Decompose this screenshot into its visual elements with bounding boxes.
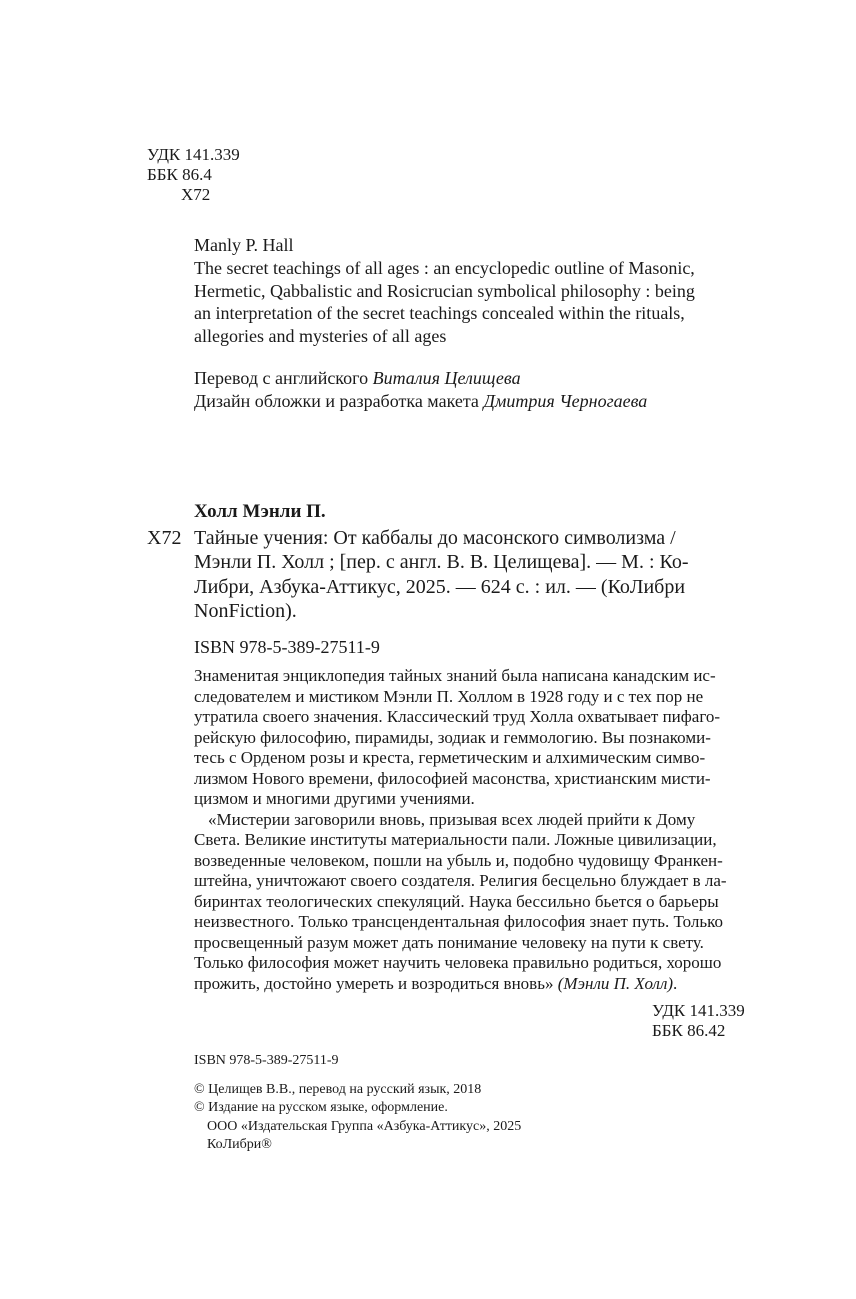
translation-credit <box>194 367 647 390</box>
original-title-line: an interpretation of the secret teachings concealed within the rituals, <box>194 303 685 324</box>
original-title-block <box>194 234 695 348</box>
catalog-author-heading: Холл Мэнли П. <box>194 501 326 522</box>
annotation-line: штейна, уничтожают своего создателя. Религия бесцельно блуждает в ла- <box>194 871 727 890</box>
annotation-line: рейскую философию, пирамиды, зодиак и геммологию. Вы познакоми- <box>194 727 711 747</box>
annotation-line: утратила своего значения. Классический труд Холла охватывает пифаго- <box>194 707 721 726</box>
translation-label: Перевод с английского <box>194 368 369 388</box>
classification-block <box>147 145 240 205</box>
catalog-description-line: NonFiction). <box>194 599 297 622</box>
original-title-line: Hermetic, Qabbalistic and Rosicrucian symbolical philosophy : being <box>194 280 695 301</box>
translator-name: Виталия Целищева <box>372 368 521 388</box>
annotation-line: неизвестного. Только трансцендентальная философия знает путь. Только <box>194 912 724 931</box>
annotation-block <box>194 666 727 994</box>
annotation-line: Знаменитая энциклопедия тайных знаний была написана канадским ис- <box>194 666 716 685</box>
quote-end: . <box>673 973 678 993</box>
catalog-author-mark: Х72 <box>147 527 182 549</box>
classification-bottom <box>652 1001 745 1041</box>
annotation-line: Только философия может научить человека правильно родиться, хорошо <box>194 953 722 972</box>
annotation-line: биринтах теологических спекуляций. Наука бессильно бьется о барьеры <box>194 891 719 911</box>
annotation-line: следователем и мистиком Мэнли П. Холлом в 1928 году и с тех пор не <box>194 686 704 706</box>
original-title-line: The secret teachings of all ages : an encyclopedic outline of Masonic, <box>194 257 695 278</box>
isbn-bottom: ISBN 978-5-389-27511-9 <box>194 1053 339 1068</box>
catalog-description <box>194 526 689 623</box>
annotation-line: тесь с Орденом розы и креста, герметическим и алхимическим симво- <box>194 748 706 767</box>
annotation-line: лизмом Нового времени, философией масонства, христианским мисти- <box>194 768 711 788</box>
catalog-description-line: Мэнли П. Холл ; [пер. с англ. В. В. Целищева]. — М. : Ко- <box>194 551 689 574</box>
annotation-line: цизмом и многими другими учениями. <box>194 789 475 808</box>
catalog-description-line: Тайные учения: От каббалы до масонского символизма / <box>194 527 676 549</box>
copyright-block <box>194 1081 521 1154</box>
annotation-line: Света. Великие институты материальности пали. Ложные цивилизации, <box>194 830 717 849</box>
quote-attribution: (Мэнли П. Холл) <box>557 973 674 993</box>
catalog-description-line: Либри, Азбука-Аттикус, 2025. — 624 с. : ил. — (КоЛибри <box>194 575 686 598</box>
copyright-line: ООО «Издательская Группа «Азбука-Аттикус», 2025 <box>207 1118 522 1134</box>
annotation-line: возведенные человеком, пошли на убыль и, подобно чудовищу Франкен- <box>194 850 723 870</box>
credits-block <box>194 367 647 413</box>
author-mark: Х72 <box>181 185 211 204</box>
design-label: Дизайн обложки и разработка макета <box>194 391 479 411</box>
bbk-code: ББК 86.4 <box>147 165 212 184</box>
original-author: Manly P. Hall <box>194 235 294 255</box>
annotation-line: просвещенный разум может дать понимание человеку на пути к свету. <box>194 932 704 952</box>
original-title-line: allegories and mysteries of all ages <box>194 326 447 347</box>
bbk-code-bottom: ББК 86.42 <box>652 1021 726 1040</box>
copyright-line: © Издание на русском языке, оформление. <box>194 1100 448 1116</box>
annotation-last-line <box>194 974 727 995</box>
design-credit <box>194 390 647 413</box>
udk-code-bottom: УДК 141.339 <box>652 1001 745 1020</box>
udk-code: УДК 141.339 <box>147 145 240 164</box>
copyright-line: КоЛибри® <box>207 1136 272 1152</box>
copyright-line: © Целищев В.В., перевод на русский язык, 2018 <box>194 1082 482 1097</box>
designer-name: Дмитрия Черногаева <box>483 391 648 411</box>
annotation-line: «Мистерии заговорили вновь, призывая всех людей прийти к Дому <box>208 809 696 829</box>
annotation-line: прожить, достойно умереть и возродиться вновь» <box>194 973 554 993</box>
catalog-isbn: ISBN 978-5-389-27511-9 <box>194 637 380 657</box>
